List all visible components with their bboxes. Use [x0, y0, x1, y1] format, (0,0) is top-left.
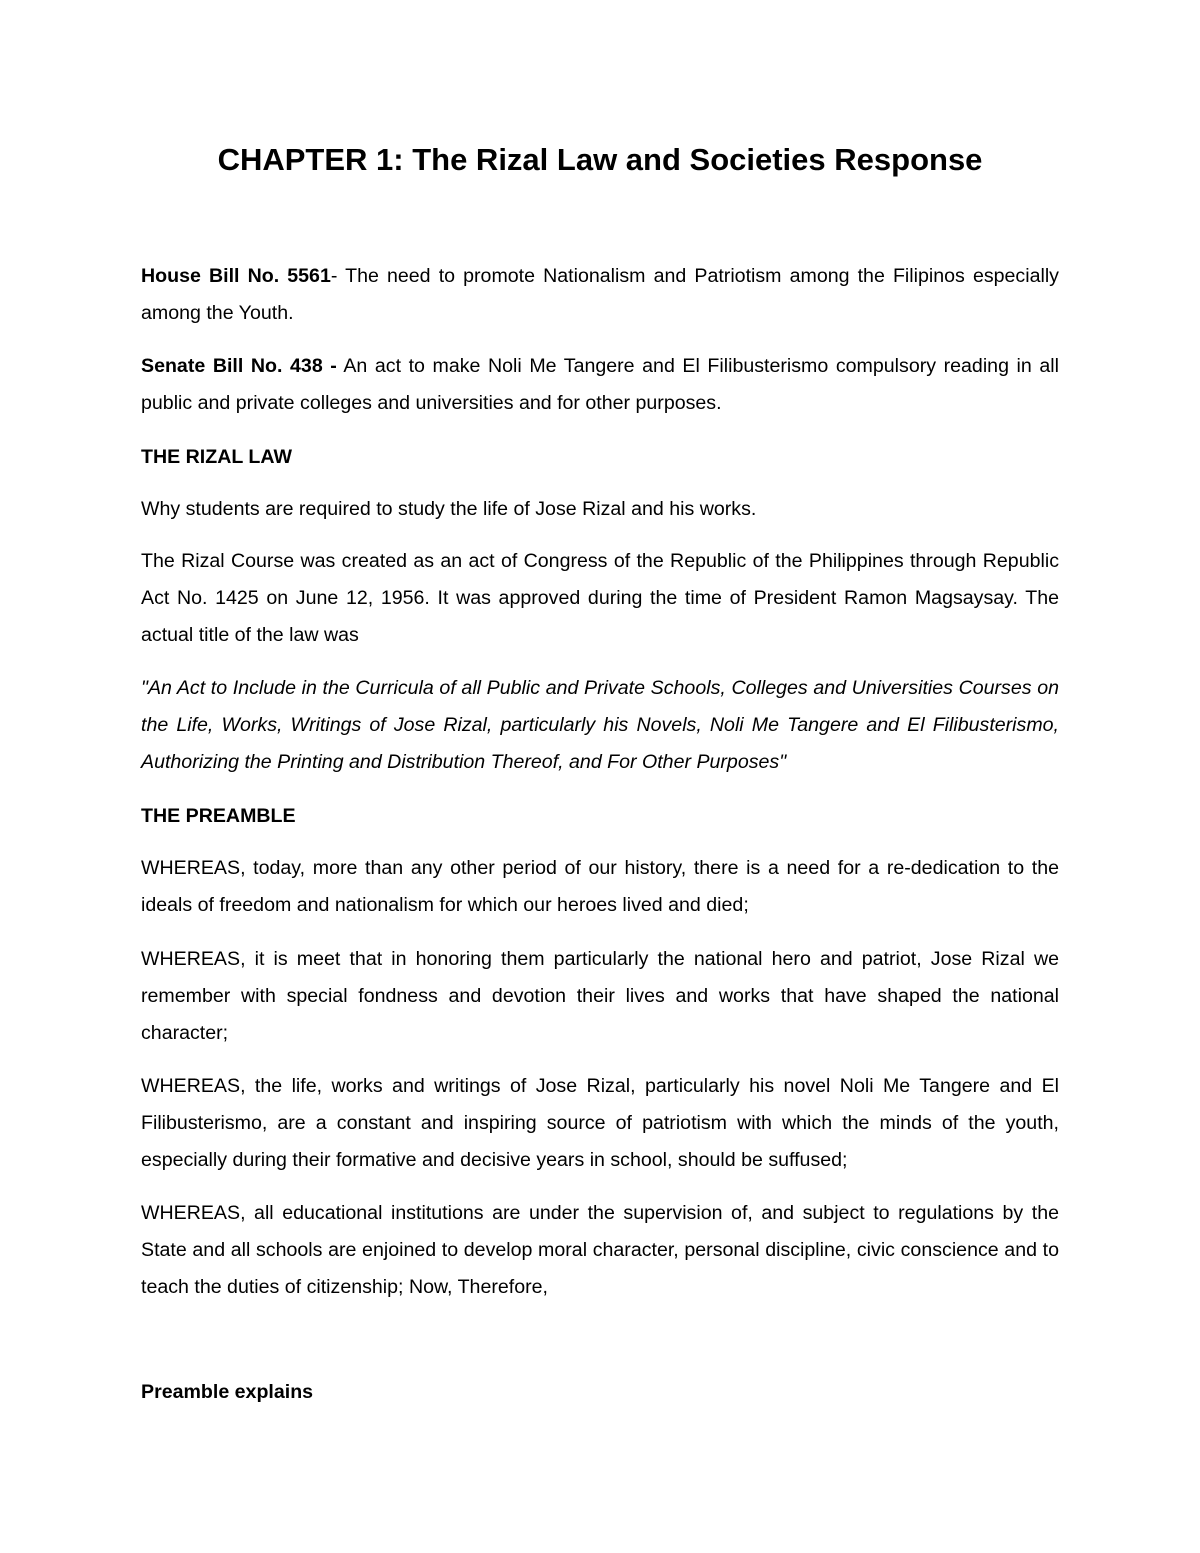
rizal-course-paragraph: The Rizal Course was created as an act of Congress of the Republic of the Philippines through Republic Act No. 1425 on June 12, 1956. It was approved during the time of President Ramon Magsaysay. The actual title of the law was [141, 550, 1059, 646]
senate-bill-label: Senate Bill No. 438 - [141, 355, 337, 377]
house-bill-label: House Bill No. 5561 [141, 265, 331, 287]
senate-bill-paragraph [141, 348, 1059, 422]
whereas-paragraph-2: WHEREAS, it is meet that in honoring them particularly the national hero and patriot, Jose Rizal we remember with special fondness and devotion their lives and works that have shaped the national character; [141, 948, 1059, 1044]
rizal-law-heading: THE RIZAL LAW [141, 446, 292, 468]
senate-bill-text: An act to make Noli Me Tangere and El Filibusterismo compulsory reading in all public and private colleges and universities and for other purposes. [141, 355, 1059, 414]
whereas-paragraph-1: WHEREAS, today, more than any other period of our history, there is a need for a re-dedication to the ideals of freedom and nationalism for which our heroes lived and died; [141, 857, 1059, 916]
law-title-quote: "An Act to Include in the Curricula of all Public and Private Schools, Colleges and Universities Courses on the Life, Works, Writings of Jose Rizal, particularly his Novels, Noli Me Tangere and El Filibusterismo, Authorizing the Printing and Distribution Thereof, and For Other Purposes" [141, 677, 1059, 773]
page-title: CHAPTER 1: The Rizal Law and Societies Response [217, 142, 983, 177]
whereas-paragraph-4: WHEREAS, all educational institutions are under the supervision of, and subject to regulations by the State and all schools are enjoined to develop moral character, personal discipline, civic conscience and to teach the duties of citizenship; Now, Therefore, [141, 1202, 1059, 1298]
house-bill-text: - The need to promote Nationalism and Patriotism among the Filipinos especially among the Youth. [141, 265, 1059, 324]
why-students-paragraph: Why students are required to study the life of Jose Rizal and his works. [141, 498, 757, 520]
house-bill-paragraph [141, 258, 1059, 332]
preamble-explains-heading: Preamble explains [141, 1381, 314, 1403]
preamble-heading: THE PREAMBLE [141, 805, 296, 827]
whereas-paragraph-3: WHEREAS, the life, works and writings of Jose Rizal, particularly his novel Noli Me Tangere and El Filibusterismo, are a constant and inspiring source of patriotism with which the minds of the youth, especially during their formative and decisive years in school, should be suffused; [141, 1075, 1059, 1171]
